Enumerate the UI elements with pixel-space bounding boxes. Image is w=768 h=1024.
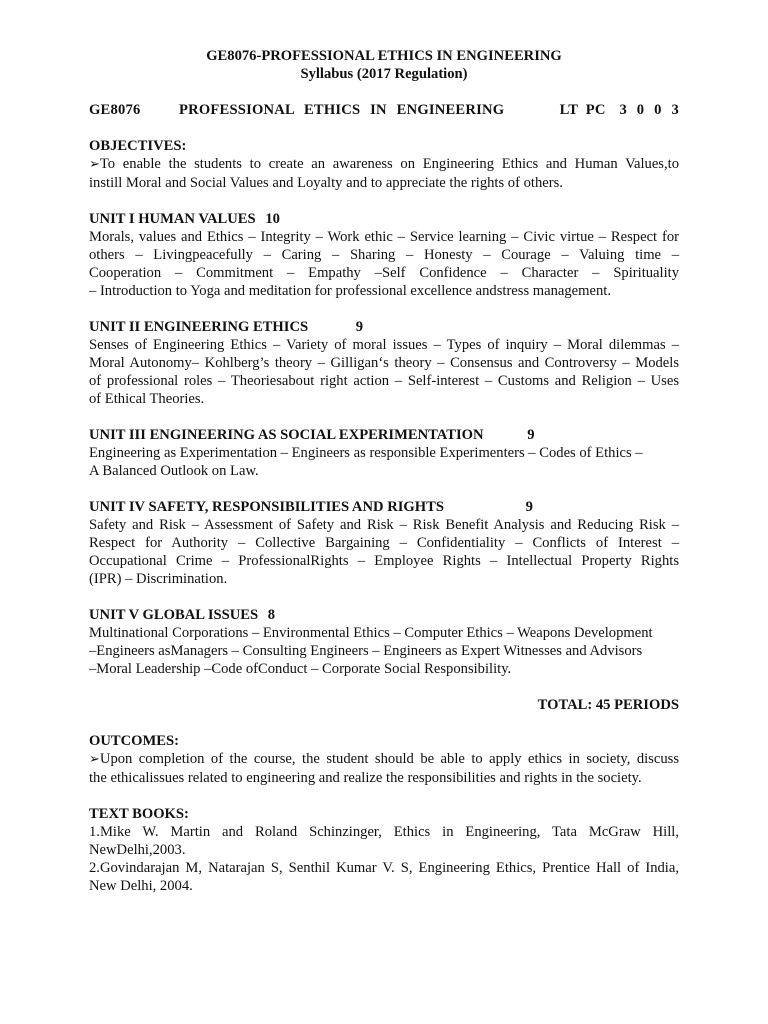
unit-4-heading	[89, 498, 679, 516]
unit-2-title: UNIT II ENGINEERING ETHICS	[89, 319, 309, 335]
unit-5-line-1: Multinational Corporations – Environmental Ethics – Computer Ethics – Weapons Development	[89, 625, 653, 641]
course-credits: 3 0 0 3	[619, 102, 679, 118]
unit-3-line-1: Engineering as Experimentation – Engineers as responsible Experimenters – Codes of Ethics –	[89, 445, 643, 461]
unit-5-line-2: –Engineers asManagers – Consulting Engineers – Engineers as Expert Witnesses and Advisors	[89, 643, 643, 659]
objectives-heading: OBJECTIVES:	[89, 138, 187, 154]
course-code: GE8076	[89, 102, 141, 118]
unit-2-line-1: Senses of Engineering Ethics – Variety of moral issues – Types of inquiry – Moral dilemmas –	[89, 337, 679, 353]
textbook-2-line-2: New Delhi, 2004.	[89, 878, 193, 894]
textbooks-heading: TEXT BOOKS:	[89, 806, 189, 822]
unit-1-line-4: – Introduction to Yoga and meditation for professional excellence andstress management.	[89, 283, 611, 299]
unit-4-line-3: Occupational Crime – ProfessionalRights – Employee Rights – Intellectual Property Rights	[89, 553, 679, 569]
unit-1-line-2: others – Livingpeacefully – Caring – Sharing – Honesty – Courage – Valuing time –	[89, 247, 679, 263]
textbook-2-line-1: 2.Govindarajan M, Natarajan S, Senthil Kumar V. S, Engineering Ethics, Prentice Hall of India,	[89, 860, 679, 876]
unit-1-hours: 10	[265, 211, 280, 227]
objectives-text-1: To enable the students to create an awareness on Engineering Ethics and Human Values,to	[99, 156, 679, 172]
document-title: GE8076-PROFESSIONAL ETHICS IN ENGINEERING	[206, 48, 562, 64]
unit-2-heading	[89, 318, 679, 336]
objectives-line-1	[89, 155, 679, 174]
outcomes-text-1: Upon completion of the course, the student should be able to apply ethics in society, discuss	[99, 751, 679, 767]
outcomes-line-2: the ethicalissues related to engineering and realize the responsibilities and rights in the society.	[89, 770, 642, 786]
course-title: PROFESSIONAL ETHICS IN ENGINEERING	[179, 102, 505, 118]
unit-5-heading	[89, 606, 679, 624]
ltpc-label: LT PC	[559, 102, 606, 118]
unit-4-hours: 9	[525, 499, 533, 515]
arrow-bullet-icon: ➢	[89, 752, 100, 767]
unit-2-line-4: of Ethical Theories.	[89, 391, 205, 407]
total-periods: TOTAL: 45 PERIODS	[537, 697, 679, 713]
unit-1-title: UNIT I HUMAN VALUES	[89, 211, 256, 227]
outcomes-heading: OUTCOMES:	[89, 733, 179, 749]
unit-4-line-1: Safety and Risk – Assessment of Safety and Risk – Risk Benefit Analysis and Reducing Risk –	[89, 517, 679, 533]
textbook-1-line-1: 1.Mike W. Martin and Roland Schinzinger, Ethics in Engineering, Tata McGraw Hill,	[89, 824, 679, 840]
unit-4-line-2: Respect for Authority – Collective Bargaining – Confidentiality – Conflicts of Interest –	[89, 535, 679, 551]
unit-5-title: UNIT V GLOBAL ISSUES	[89, 607, 259, 623]
objectives-line-2: instill Moral and Social Values and Loyalty and to appreciate the rights of others.	[89, 175, 563, 191]
outcomes-line-1	[89, 750, 679, 769]
unit-3-hours: 9	[527, 427, 535, 443]
unit-3-line-2: A Balanced Outlook on Law.	[89, 463, 259, 479]
unit-2-line-2: Moral Autonomy– Kohlberg’s theory – Gilligan‘s theory – Consensus and Controversy – Models	[89, 355, 679, 371]
unit-4-line-4: (IPR) – Discrimination.	[89, 571, 228, 587]
unit-2-line-3: of professional roles – Theoriesabout right action – Self-interest – Customs and Religion – Uses	[89, 373, 679, 389]
unit-2-hours: 9	[355, 319, 364, 335]
unit-4-title: UNIT IV SAFETY, RESPONSIBILITIES AND RIGHTS	[89, 499, 444, 515]
unit-1-line-3: Cooperation – Commitment – Empathy –Self Confidence – Character – Spirituality	[89, 265, 679, 281]
unit-5-hours: 8	[267, 607, 276, 623]
unit-5-line-3: –Moral Leadership –Code ofConduct – Corporate Social Responsibility.	[89, 661, 512, 677]
unit-1-heading	[89, 210, 679, 228]
ltpc-block	[560, 101, 679, 119]
textbook-1-line-2: NewDelhi,2003.	[89, 842, 186, 858]
unit-1-line-1: Morals, values and Ethics – Integrity – Work ethic – Service learning – Civic virtue – Respect for	[89, 229, 679, 245]
unit-3-heading	[89, 426, 679, 444]
unit-3-title: UNIT III ENGINEERING AS SOCIAL EXPERIMENTATION	[89, 427, 484, 443]
arrow-bullet-icon: ➢	[89, 157, 100, 172]
course-code-line	[89, 101, 679, 119]
document-subtitle: Syllabus (2017 Regulation)	[300, 66, 468, 82]
syllabus-page	[89, 47, 679, 895]
